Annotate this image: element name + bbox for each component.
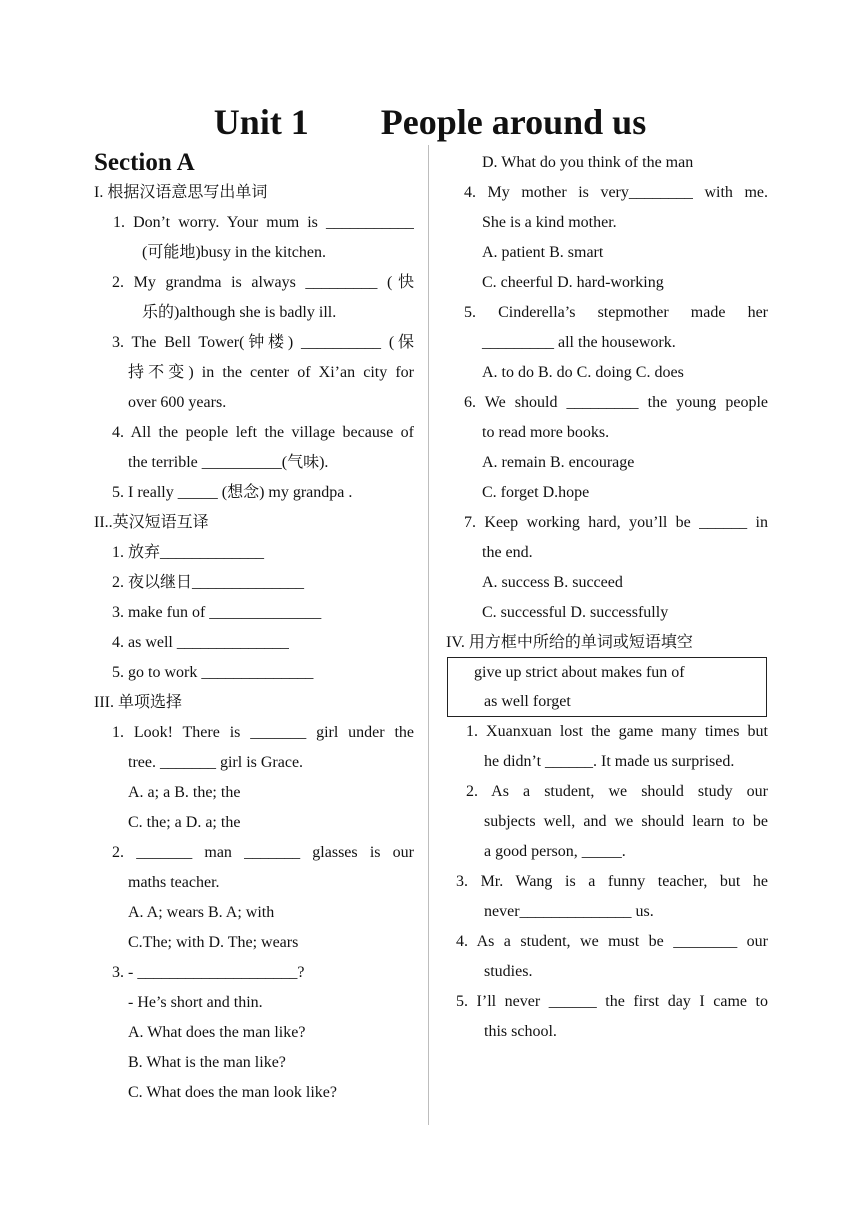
text-line: he didn’t ______. It made us surprised.	[484, 753, 735, 770]
text-line: never______________ us.	[484, 903, 654, 920]
text-line: 5. Cinderella’s stepmother made her	[464, 304, 768, 321]
text-line: C. the; a D. a; the	[128, 814, 241, 831]
text-line: C. forget D.hope	[482, 484, 590, 501]
part-heading: II..英汉短语互译	[94, 514, 209, 531]
text-line: C. cheerful D. hard-working	[482, 274, 664, 291]
text-line: 1. 放弃_____________	[112, 544, 265, 561]
left-column	[94, 148, 414, 1108]
word-box-line: give up strict about makes fun of	[474, 664, 685, 681]
part-heading: IV. 用方框中所给的单词或短语填空	[446, 634, 693, 651]
text-line: maths teacher.	[128, 874, 220, 891]
text-line: tree. _______ girl is Grace.	[128, 754, 304, 771]
text-line: 1. Don’t worry. Your mum is ___________	[113, 214, 414, 231]
text-line: - He’s short and thin.	[128, 994, 263, 1011]
text-line: the end.	[482, 544, 533, 561]
text-line: 4. All the people left the village because of	[112, 424, 414, 441]
text-line: 4. as well ______________	[112, 634, 289, 651]
text-line: 2. My grandma is always _________ (快	[112, 274, 414, 291]
text-line: (可能地)busy in the kitchen.	[142, 244, 326, 261]
text-line: 6. We should _________ the young people	[464, 394, 768, 411]
text-line: She is a kind mother.	[482, 214, 617, 231]
page-title: Unit 1 People around us	[213, 102, 647, 142]
text-line: C. successful D. successfully	[482, 604, 669, 621]
text-line: A. a; a B. the; the	[128, 784, 241, 801]
text-line: subjects well, and we should learn to be	[484, 813, 768, 830]
right-column-top	[446, 148, 768, 658]
text-line: _________ all the housework.	[482, 334, 676, 351]
right-column-bottom	[446, 717, 768, 1047]
text-line: 3. make fun of ______________	[112, 604, 322, 621]
text-line: A. to do B. do C. doing C. does	[482, 364, 684, 381]
text-line: 3. - ____________________?	[112, 964, 305, 981]
text-line: A. What does the man like?	[128, 1024, 306, 1041]
text-line: 2. As a student, we should study our	[466, 783, 768, 800]
text-line: A. success B. succeed	[482, 574, 623, 591]
text-line: 2. 夜以继日______________	[112, 574, 305, 591]
text-line: 乐的)although she is badly ill.	[142, 304, 337, 321]
text-line: A. remain B. encourage	[482, 454, 635, 471]
text-line: 5. I’ll never ______ the first day I came to	[456, 993, 768, 1010]
text-line: 3. The Bell Tower(钟楼) __________ (保	[112, 334, 414, 351]
section-a-heading: Section A	[94, 149, 195, 176]
column-divider	[428, 145, 429, 1125]
text-line: 2. _______ man _______ glasses is our	[112, 844, 414, 861]
text-line: D. What do you think of the man	[482, 154, 694, 171]
text-line: studies.	[484, 963, 533, 980]
text-line: 3. Mr. Wang is a funny teacher, but he	[456, 873, 768, 890]
text-line: A. patient B. smart	[482, 244, 604, 261]
text-line: over 600 years.	[128, 394, 227, 411]
text-line: 4. My mother is very________ with me.	[464, 184, 768, 201]
text-line: a good person, _____.	[484, 843, 626, 860]
text-line: 4. As a student, we must be ________ our	[456, 933, 768, 950]
text-line: 1. Xuanxuan lost the game many times but	[466, 723, 768, 740]
text-line: 7. Keep working hard, you’ll be ______ in	[464, 514, 768, 531]
part-heading: I. 根据汉语意思写出单词	[94, 184, 268, 201]
text-line: this school.	[484, 1023, 557, 1040]
text-line: C. What does the man look like?	[128, 1084, 337, 1101]
text-line: B. What is the man like?	[128, 1054, 286, 1071]
right-column	[446, 148, 768, 1047]
word-box-line: as well forget	[484, 693, 571, 710]
text-line: 5. go to work ______________	[112, 664, 314, 681]
text-line: C.The; with D. The; wears	[128, 934, 299, 951]
part-heading: III. 单项选择	[94, 694, 182, 711]
text-line: to read more books.	[482, 424, 610, 441]
text-line: 1. Look! There is _______ girl under the	[112, 724, 414, 741]
word-box	[447, 657, 767, 717]
text-line: A. A; wears B. A; with	[128, 904, 275, 921]
text-line: 5. I really _____ (想念) my grandpa .	[112, 484, 353, 501]
text-line: 持不变) in the center of Xi’an city for	[128, 364, 414, 381]
text-line: the terrible __________(气味).	[128, 454, 329, 471]
